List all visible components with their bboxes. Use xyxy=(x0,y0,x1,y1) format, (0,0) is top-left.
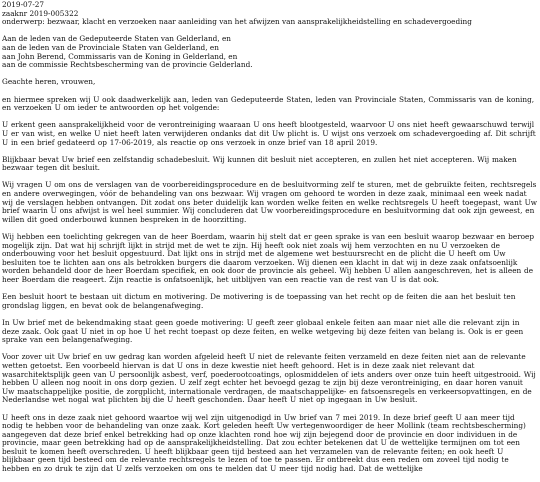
body-paragraph: Voor zover uit Uw brief en uw gedrag kan worden afgeleid heeft U niet de relevante feiten verzameld en deze feiten niet aan de relevante wetten getoetst. Een voorbeeld hiervan is dat U ons in deze kwestie niet heeft gehoord. Het is in deze zaak niet relevant dat wasarchitektsplijk geen van U persoonlijk asbest, verf, poederootcoatings, oplosmiddelen of iets anders over onze tuin heeft uitgestrooid. Wij hebben U alleen nog nooit in ons dorp gezien. U zelf zegt echter het bevoegd gezag te zijn bij deze verontreiniging, en daar horen vanuit Uw maatschappelijke positie, de zorgplicht, internationale verdragen, de maatschappelijke- en fatsoensregels en verkeersopvattingen, en de Nederlandse wet nogal wat plichten bij die U heeft geschonden. Daar heeft U niet op ingegaan in Uw besluit. xyxy=(2,352,536,405)
letter-date: 2019-07-27 xyxy=(2,1,45,9)
addressee-line: aan de leden van de Provinciale Staten van Gelderland, en xyxy=(2,43,219,52)
body-paragraph: U heeft ons in deze zaak niet gehoord waartoe wij wel zijn uitgenodigd in Uw brief van 7 mei 2019. In deze brief geeft U aan meer tijd nodig te hebben voor de behandeling van onze zaak. Kort geleden heeft Uw vertegenwoordiger de heer Mollink (team rechtsbescherming) aangegeven dat deze brief enkel betrekking had op onze klachten rond hoe wij zijn bejegend door de provincie en door individuen in de provincie, maar geen betrekking had op de aansprakelijkheidstelling. Dat zou echter betekenen dat U de wettelijke termijnen om tot een besluit te komen heeft overschreden. U heeft blijkbaar geen tijd besteed aan het verzamelen van de relevante feiten; en ook heeft U blijkbaar geen tijd besteed om de relevante rechtsregels te lezen of toe te passen. Er ontbreekt dus een reden om zoveel tijd nodig te hebben en zo druk te zijn dat U zelfs verzoeken om ons te melden dat U meer tijd nodig had. Dat de wettelijke xyxy=(2,412,526,474)
body-paragraph: Wij hebben een toelichting gekregen van de heer Boerdam, waarin hij stelt dat er geen sprake is van een besluit waarop bezwaar en beroep mogelijk zijn. Dat wat hij schrijft lijkt in strijd met de wet te zijn. Hij heeft ook niet zoals wij hem verzochten en nu U verzoeken de onderbouwing voor het besluit opgestuurd. Dat lijkt ons in strijd met de algemene wet bestuursrecht en de plicht die U heeft om Uw besluiten toe te lichten aan ons als betrokken burgers die daarom verzoeken. Wij dienen een klacht in dat wij in deze zaak onfatsoenlijk worden behandeld door de heer Boerdam specifiek, en ook door de provincie als geheel. Wij hebben U allen aangeschreven, het is alleen de heer Boerdam die reageert. Zijn reactie is onfatsoenlijk, het uitblijven van een reactie van de rest van U is dat ook. xyxy=(2,232,535,284)
body-paragraph: Wij vragen U om ons de verslagen van de voorbereidingsprocedure en de besluitvorming zelf te sturen, met de gebruikte feiten, rechtsregels en andere overwegingen, vóór de behandeling van ons bezwaar. Wij vragen om gehoord te worden in deze zaak, minimaal een week nadat wij de verslagen hebben ontvangen. Dit zodat ons beter duidelijk kan worden welke feiten en welke rechtsregels U heeft toegepast, want Uw brief waarin U ons afwijst is wel heel summier. Wij concluderen dat Uw voorbereidingsprocedure en besluitvorming dat ook zijn geweest, en willen dit goed onderbouwd kunnen bespreken in de hoorzitting. xyxy=(2,180,538,224)
body-paragraph: U erkent geen aansprakelijkheid voor de verontreiniging waaraan U ons heeft blootgesteld, waarvoor U ons niet heeft gewaarschuwd terwijl U er van wist, en welke U niet heeft laten verwijderen ondanks dat dit Uw plicht is. U wijst ons verzoek om schadevergoeding af. Dit schrijft U in een brief gedateerd op 17-06-2019, als reactie op ons verzoek in onze brief van 18 april 2019. xyxy=(2,120,536,147)
letter-document xyxy=(2,1,538,482)
addressee-line: Aan de leden van de Gedeputeerde Staten van Gelderland, en xyxy=(2,35,231,44)
body-paragraph: Een besluit hoort te bestaan uit dictum en motivering. De motivering is de toepassing van het recht op de feiten die aan het besluit ten grondslag liggen, en bevat ook de belangenafweging. xyxy=(2,292,516,310)
salutation: Geachte heren, vrouwen, xyxy=(2,78,96,87)
body-paragraph: In Uw brief met de bekendmaking staat geen goede motivering: U geeft zeer globaal enkele feiten aan maar niet alle die relevant zijn in deze zaak. Ook gaat U niet in op hoe U het recht toepast op deze feiten, en welke wetgeving bij deze feiten van belang is. Ook is er geen sprake van een belangenafweging. xyxy=(2,317,524,345)
letter-subject: onderwerp: bezwaar, klacht en verzoeken naar aanleiding van het afwijzen van aansprakelijkheidstelling en schadevergoeding xyxy=(2,18,472,27)
addressee-line: aan de commissie Rechtsbescherming van de provincie Gelderland. xyxy=(2,61,253,70)
body-paragraph: Blijkbaar bevat Uw brief een zelfstandig schadebesluit. Wij kunnen dit besluit niet accepteren, en zullen het niet accepteren. Wij maken bezwaar tegen dit besluit. xyxy=(2,154,517,173)
case-number: zaaknr 2019-005322 xyxy=(2,9,79,18)
addressee-line: aan John Berend, Commissaris van de Koning in Gelderland, en xyxy=(2,52,238,61)
body-paragraph: en hiermee spreken wij U ook daadwerkelijk aan, leden van Gedeputeerde Staten, leden van Provinciale Staten, Commissaris van de koning, en verzoeken U om ieder te antwoorden op het volgende: xyxy=(2,94,535,113)
letter-body xyxy=(2,96,538,474)
